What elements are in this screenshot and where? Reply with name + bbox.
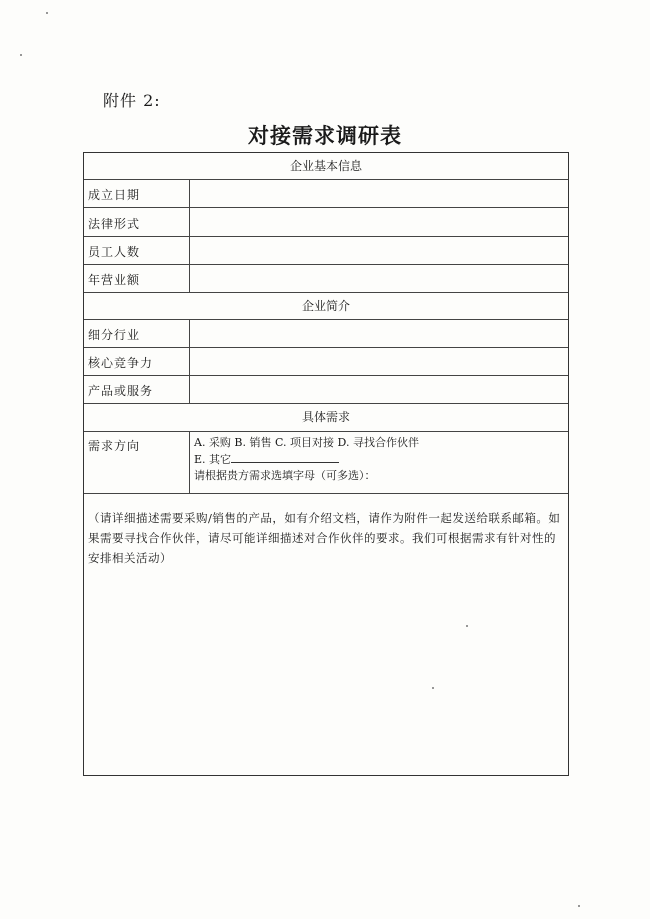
- label-products: 产品或服务: [88, 384, 154, 398]
- row-legal-form: [84, 208, 568, 237]
- scan-speck: [46, 12, 48, 14]
- direction-options-line3: 请根据贵方需求选填字母（可多选）：: [194, 469, 376, 482]
- row-direction: [84, 432, 568, 494]
- input-revenue[interactable]: [194, 265, 564, 292]
- label-revenue: 年营业额: [88, 273, 141, 287]
- label-legal-form: 法律形式: [88, 217, 141, 231]
- survey-form: [83, 152, 569, 776]
- label-direction: 需求方向: [88, 439, 141, 453]
- label-founded: 成立日期: [88, 188, 141, 202]
- row-competitiveness: [84, 348, 568, 376]
- input-employees[interactable]: [194, 237, 564, 264]
- description-note: （请详细描述需要采购/销售的产品，如有介绍文档，请作为附件一起发送给联系邮箱。如果需要寻找合作伙伴，请尽可能详细描述对合作伙伴的要求。我们可根据需求有针对性的安排相关活动）: [88, 511, 561, 565]
- direction-options-line1: A. 采购 B. 销售 C. 项目对接 D. 寻找合作伙伴: [194, 436, 419, 449]
- row-revenue: [84, 265, 568, 293]
- direction-options: [194, 435, 419, 484]
- input-products[interactable]: [194, 376, 564, 403]
- row-industry: [84, 320, 568, 348]
- other-blank-field[interactable]: [231, 451, 339, 463]
- direction-options-line2: [194, 451, 419, 468]
- input-founded[interactable]: [194, 180, 564, 207]
- other-option-label: E. 其它: [194, 453, 232, 466]
- scan-speck: [432, 687, 434, 689]
- section-needs: [84, 404, 568, 432]
- section-needs-title: 具体需求: [301, 410, 350, 424]
- row-founded: [84, 180, 568, 208]
- input-legal-form[interactable]: [194, 208, 564, 236]
- row-products: [84, 376, 568, 404]
- row-employees: [84, 237, 568, 265]
- section-basic-title: 企业基本信息: [289, 159, 362, 173]
- label-competitiveness: 核心竞争力: [88, 356, 154, 370]
- section-intro: [84, 293, 568, 320]
- scan-speck: [578, 905, 580, 907]
- attachment-label: 附件 2:: [103, 91, 161, 110]
- form-title: 对接需求调研表: [248, 124, 402, 148]
- description-area[interactable]: [84, 573, 568, 775]
- input-competitiveness[interactable]: [194, 348, 564, 375]
- label-employees: 员工人数: [88, 245, 141, 259]
- section-intro-title: 企业简介: [301, 299, 350, 313]
- input-industry[interactable]: [194, 320, 564, 347]
- label-industry: 细分行业: [88, 328, 141, 342]
- scan-speck: [20, 54, 22, 56]
- section-basic-info: [84, 153, 568, 180]
- scan-speck: [466, 625, 468, 627]
